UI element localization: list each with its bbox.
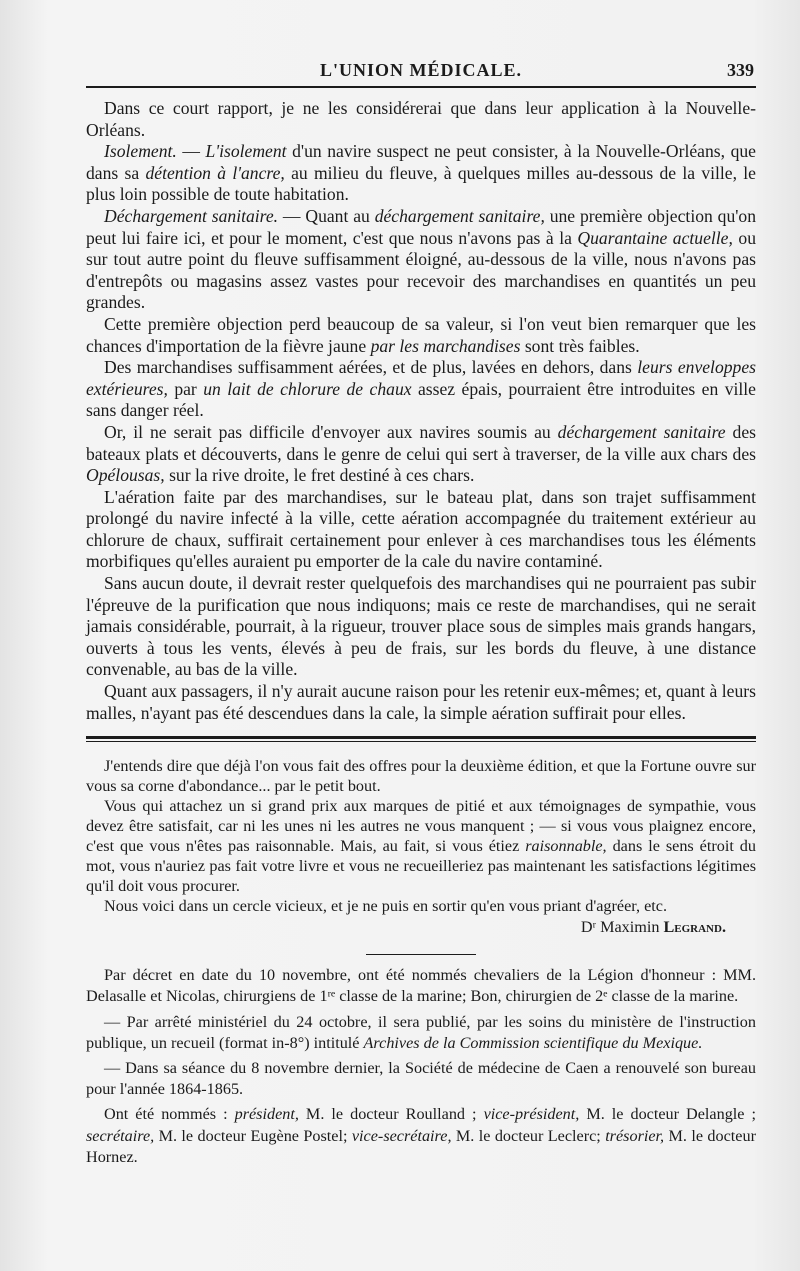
news-item (86, 965, 756, 1007)
text-run: Par décret en date du 10 novembre, ont été nommés chevaliers de la Légion d'honneur : MM. Delasalle et Nicolas, chirurgiens de 1ʳᵉ classe de la marine; Bon, chirurgien de 2ᵉ classe de la marine. (86, 966, 756, 1006)
letter-section (86, 756, 756, 938)
paragraph (86, 357, 756, 422)
italic-text: vice-président, (483, 1105, 580, 1124)
italic-text: secrétaire, (86, 1126, 155, 1145)
text-run: — Par arrêté ministériel du 24 octobre, il sera publié, par les soins du ministère de l'instruction publique, un recueil (format in-8°) intitulé (86, 1012, 756, 1052)
italic-text: vice-secrétaire, (351, 1126, 452, 1145)
paragraph (86, 314, 756, 357)
text-run: sont très faibles. (520, 335, 640, 356)
italic-text: raisonnable, (525, 837, 607, 856)
italic-text: président, (234, 1105, 299, 1124)
section-divider-thick (86, 736, 756, 739)
paragraph (86, 681, 756, 724)
text-run: — Quant au (278, 205, 375, 226)
italic-text: Opélousas, (86, 465, 165, 486)
paragraph (86, 141, 756, 206)
italic-text: Archives de la Commission scientifique du Mexique. (363, 1033, 703, 1052)
text-run: M. le docteur Eugène Postel; (154, 1126, 352, 1145)
text-run: une première objection qu'on peut lui faire ici, et pour le moment, c'est que nous n'avons pas à la (86, 205, 757, 248)
letter-paragraph (86, 796, 756, 896)
italic-text: Quarantaine actuelle, (577, 227, 733, 248)
letter-paragraph (86, 896, 756, 916)
text-run: M. le docteur Delangle ; (579, 1105, 757, 1124)
text-run: au milieu du fleuve, à quelques milles au-dessous de la ville, le plus loin possible de toute habitation. (86, 162, 756, 205)
text-run: M. le docteur Hornez. (86, 1126, 756, 1166)
italic-text: Déchargement sanitaire. (104, 205, 279, 226)
text-run: Quant aux passagers, il n'y aurait aucune raison pour les retenir eux-mêmes; et, quant à leurs malles, n'ayant pas été descendues dans la cale, la simple aération suffirait pour elles. (86, 681, 756, 723)
text-run: Des marchandises suffisamment aérées, et de plus, lavées en dehors, dans (104, 357, 638, 378)
text-run: assez épais, pourraient être introduites en ville sans danger réel. (86, 378, 756, 421)
text-run: — Dans sa séance du 8 novembre dernier, la Société de médecine de Caen a renouvelé son bureau pour l'année 1864-1865. (86, 1059, 756, 1099)
italic-text: un lait de chlorure de chaux (203, 378, 412, 399)
letter-paragraph (86, 756, 756, 796)
text-run: sur la rive droite, le fret destiné à ces chars. (164, 465, 475, 486)
italic-text: détention à l'ancre, (145, 162, 285, 183)
paragraph (86, 487, 756, 573)
text-run: par (167, 378, 204, 399)
text-run: J'entends dire que déjà l'on vous fait des offres pour la deuxième édition, et que la Fortune ouvre sur vous sa corne d'abondance... par le petit bout. (86, 757, 756, 796)
news-item (86, 1104, 756, 1168)
signature (86, 916, 756, 938)
text-run: dans le sens étroit du mot, vous n'auriez pas fait votre livre et vous ne recueilleriez pas maintenant les satisfactions légitimes qu'il doit vous procurer. (86, 837, 756, 896)
italic-text: par les marchandises (370, 335, 521, 356)
text-run: Or, il ne serait pas difficile d'envoyer aux navires soumis au (104, 421, 558, 442)
text-run: L'aération faite par des marchandises, sur le bateau plat, dans son trajet suffisamment prolongé du navire infecté à la ville, cette aération accompagnée du traitement extérieur au chlorure de chaux, suffirait certainement pour enlever à ces marchandises tous les éléments morbifiques qu'elles auraient pu emporter de la cale du navire contaminé. (86, 486, 756, 572)
italic-text: déchargement sanitaire, (374, 205, 545, 226)
signature-prefix: Dʳ Maximin (580, 918, 664, 937)
news-item (86, 1058, 756, 1100)
short-divider (366, 954, 476, 955)
text-run: Vous qui attachez un si grand prix aux marques de pitié et aux témoignages de sympathie, vous devez être satisfait, car ni les unes ni les autres ne vous manquent ; — si vous vous plaignez encore, c'est que vous n'êtes pas raisonnable. Mais, au fait, si vous étiez (86, 797, 756, 856)
italic-text: leurs enveloppes extérieures, (86, 357, 756, 399)
text-run: Dans ce court rapport, je ne les considérerai que dans leur application à la Nouvelle-Orléans. (86, 98, 756, 140)
text-run: ou sur tout autre point du fleuve suffisamment éloigné, au-dessous de la ville, nous n'avons pas d'entrepôts ou magasins assez vastes pour recevoir des marchandises en quantités un peu grandes. (86, 227, 756, 313)
page-header (86, 58, 756, 88)
paragraph (86, 422, 756, 487)
text-run: M. le docteur Leclerc; (451, 1126, 606, 1145)
running-title: L'UNION MÉDICALE. (319, 60, 523, 80)
paragraph (86, 98, 756, 141)
text-run: d'un navire suspect ne peut consister, à la Nouvelle-Orléans, que dans sa (86, 141, 756, 183)
italic-text: Isolement. (104, 141, 177, 162)
paragraph (86, 206, 756, 314)
italic-text: trésorier, (605, 1126, 665, 1145)
news-section (86, 965, 756, 1168)
signature-name: Legrand. (663, 918, 726, 937)
page-number: 339 (727, 60, 754, 80)
italic-text: déchargement sanitaire (557, 421, 726, 442)
text-run: Sans aucun doute, il devrait rester quelquefois des marchandises qui ne pourraient pas subir l'épreuve de la purification que nous indiquons; mais ce reste de marchandises, qui ne serait jamais considérable, pourrait, à la rigueur, trouver place sous de simples mais grands hangars, ouverts à tous les vents, élevés à peu de frais, sur les bords du fleuve, à une distance convenable, au bas de la ville. (86, 573, 756, 680)
main-text (86, 98, 756, 724)
text-run: M. le docteur Roulland ; (298, 1105, 484, 1124)
text-run: Cette première objection perd beaucoup de sa valeur, si l'on veut bien remarquer que les chances d'importation de la fièvre jaune (86, 313, 756, 356)
text-run: — (176, 141, 206, 162)
italic-text: L'isolement (205, 141, 287, 162)
section-divider-thin (86, 741, 756, 742)
text-run: Ont été nommés : (104, 1105, 235, 1124)
paragraph (86, 573, 756, 681)
text-run: Nous voici dans un cercle vicieux, et je ne puis en sortir qu'en vous priant d'agréer, etc. (104, 897, 668, 916)
news-item (86, 1012, 756, 1054)
text-run: des bateaux plats et découverts, dans le genre de celui qui sert à traverser, de la ville aux chars des (86, 421, 757, 464)
